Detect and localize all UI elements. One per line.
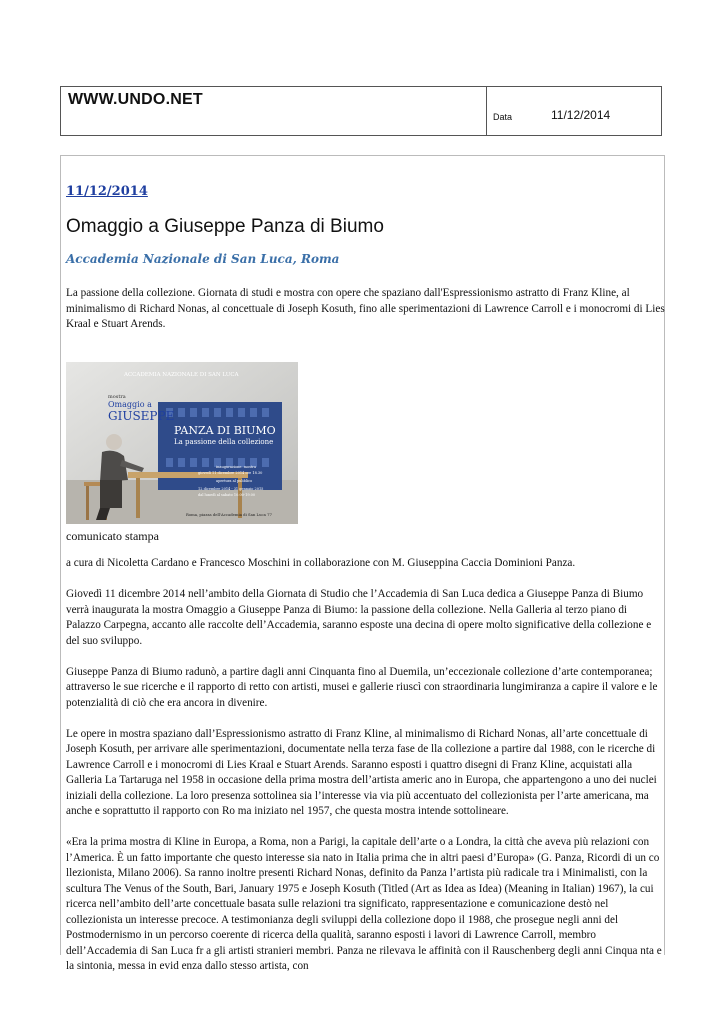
body-paragraph: «Era la prima mostra di Kline in Europa, a Roma, non a Parigi, la capitale dell’arte o a Londra, la città che aveva più relazioni con l’America. È un fatto importante che questo interesse sia nato in Italia prima che in altri paesi d’Europa» (G. Panza, Ricordi di un co llezionista, Milano 2006). Sa ranno inoltre presenti Richard Nonas, definito da Panza l’artista più radicale tra i Minimalisti, con la scultura The Venus of the South, Bari, January 1975 e Joseph Kosuth (Titled (Art as Idea as Idea) (Meaning in Italian) 1967), la cui ricerca nell’ambito dell’arte concettuale basata sulle relazioni tra significato, rappresentazione e comunicazione destò nel collezionista un interesse precoce. A testimonianza degli sviluppi della collezione dopo il 1988, che prosegue negli anni del Postmodernismo in un percorso coerente di ricerca della qualità, saranno esposti i lavori di Lawrence Carroll, membro dell’Accademia di San Luca fr a gli artisti stranieri membri. Panza ne rilevava le affinità con il Rauschenberg degli anni Cinqua nta e la sintonia, messa in evid enza dallo stesso artista, con — [66, 836, 662, 972]
poster-address-text: Roma, piazza dell'Accademia di San Luca 77 — [186, 512, 272, 517]
poster-panza-text: PANZA DI BIUMO — [174, 424, 276, 437]
poster-omaggio-text: Omaggio a — [108, 400, 152, 409]
article-date-link[interactable]: 11/12/2014 — [66, 184, 148, 199]
site-name: WWW.UNDO.NET — [68, 91, 203, 108]
poster-apertura-dates: 12 dicembre 2014 - 31 gennaio 2015 — [198, 487, 264, 491]
header-divider — [486, 87, 487, 135]
body-paragraph: a cura di Nicoletta Cardano e Francesco Moschini in collaborazione con M. Giuseppina Caccia Dominioni Panza. — [66, 557, 576, 569]
photo-caption: comunicato stampa — [66, 529, 159, 543]
article-body — [66, 556, 664, 990]
article-title: Omaggio a Giuseppe Panza di Biumo — [66, 216, 384, 237]
date-value: 11/12/2014 — [551, 108, 611, 122]
article-intro: La passione della collezione. Giornata di studi e mostra con opere che spaziano dall'Espressionismo astratto di Franz Kline, al minimalismo di Richard Nonas, al concettuale di Joseph Kosuth, fino alle sperimentazioni di Lawrence Carroll e i monocromi di Lies Kraal e Stuart Arends. — [66, 287, 665, 330]
poster-passione-text: La passione della collezione — [174, 438, 274, 446]
body-paragraph: Le opere in mostra spaziano dall’Espressionismo astratto di Franz Kline, al minimalismo di Richard Nonas, all’arte concettuale di Joseph Kosuth, per arrivare alle sperimentazioni, documentate nella terza fase de lla collezione a partire dal 1988, con le ricerche di Lawrence Carroll e i monocromi di Lies Kraal e Stuart Arends. Saranno esposti i quattro disegni di Franz Kline, acquistati alla Galleria La Tartaruga nel 1958 in occasione della prima mostra dell’artista americ ano in Europa, che appartengono a uno dei nuclei iniziali della collezione. La loro presenza sottolinea sia l’interesse via via più accentuato del collezionista per l’arte americana, ma anche e soprattutto il rapporto con Ro ma iniziato nel 1957, che questa mostra intende sottolineare. — [66, 727, 657, 817]
date-label: Data — [493, 112, 513, 122]
poster-mostra-text: mostra — [108, 394, 126, 400]
poster-academy-text: ACCADEMIA NAZIONALE DI SAN LUCA — [124, 372, 239, 378]
poster-apertura-label: apertura al pubblico — [216, 479, 253, 483]
header-box — [60, 86, 662, 136]
poster-inaug-label: inaugurazione: mostra — [216, 465, 257, 469]
article-subtitle: Accademia Nazionale di San Luca, Roma — [66, 252, 340, 266]
body-paragraph: Giuseppe Panza di Biumo radunò, a partire dagli anni Cinquanta fino al Duemila, un’eccezionale collezione d’arte contemporanea; attraverso le sue ricerche e il rapporto di retto con artisti, musei e gallerie riuscì con straordinaria lungimiranza a capire il valore e le potenzialità di ciò che era ancora in divenire. — [66, 665, 658, 709]
poster-apertura-hours: dal lunedì al sabato 10.00-19.00 — [198, 493, 256, 497]
body-paragraph: Giovedì 11 dicembre 2014 nell’ambito della Giornata di Studio che l’Accademia di San Luca dedica a Giuseppe Panza di Biumo verrà inaugurata la mostra Omaggio a Giuseppe Panza di Biumo: la passione della collezione. Nella Galleria al terzo piano di Palazzo Carpegna, accanto alle raccolte dell’Accademia, saranno esposte una decina di opere molto significative della collezione e del suo sviluppo. — [66, 588, 652, 647]
article — [60, 155, 665, 972]
poster-giuseppe-text: GIUSEPPE — [108, 409, 175, 423]
exhibition-poster-image — [66, 362, 298, 524]
poster-inaug-date: giovedì 11 dicembre 2014 ore 18.30 — [198, 471, 263, 475]
